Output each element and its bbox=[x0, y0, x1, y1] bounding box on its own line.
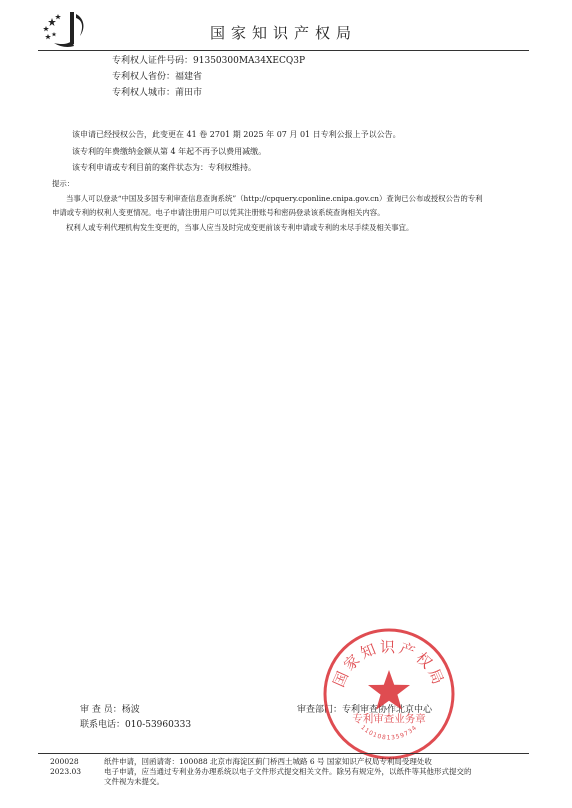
notice-paragraph-1-line-2: 申请或专利的权利人变更情况。电子申请注册用户可以凭其注册账号和密码登录该系统查询相关内容。 bbox=[52, 208, 385, 217]
footer-electronic-line: 电子申请，应当通过专利业务办理系统以电子文件形式提交相关文件。除另有规定外，以纸件等其他形式提交的 bbox=[104, 767, 472, 776]
announcement-line: 该申请已经授权公告，此变更在 41 卷 2701 期 2025 年 07 月 01 日专利公报上予以公告。 bbox=[72, 130, 401, 139]
examiner-label: 审 查 员： bbox=[80, 705, 122, 715]
header-divider bbox=[38, 50, 529, 51]
dept-value: 专利审查协作北京中心 bbox=[342, 705, 433, 715]
notice-label: 提示： bbox=[52, 179, 75, 188]
official-seal-icon bbox=[320, 625, 458, 763]
annual-fee-line: 该专利的年费缴纳金额从第 4 年起不再予以费用减缴。 bbox=[72, 147, 267, 156]
header-title: 国家知识产权局 bbox=[210, 24, 358, 42]
city-value: 莆田市 bbox=[175, 88, 203, 98]
province-label: 专利权人省份： bbox=[112, 72, 176, 82]
phone-row bbox=[80, 719, 191, 731]
svg-text:专利审查业务章: 专利审查业务章 bbox=[352, 713, 426, 725]
phone-value: 010-53960333 bbox=[125, 720, 192, 730]
notice-paragraph-1-line-1: 当事人可以登录“中国及多国专利审查信息查询系统”（http://cpquery.cponline.cnipa.gov.cn）查询已公布或授权公告的专利 bbox=[66, 194, 483, 203]
dept-label: 审查部门： bbox=[297, 705, 343, 715]
examiner-row bbox=[80, 704, 140, 716]
form-code: 200028 bbox=[50, 757, 79, 766]
examiner-name: 杨波 bbox=[121, 705, 140, 715]
footer-electronic-line-2: 文件视为未提交。 bbox=[104, 777, 164, 786]
svg-text:国家知识产权局: 国家知识产权局 bbox=[329, 638, 449, 690]
city-label: 专利权人城市： bbox=[112, 88, 176, 98]
province-value: 福建省 bbox=[175, 72, 203, 82]
phone-label: 联系电话： bbox=[80, 720, 126, 730]
case-status-line: 该专利申请或专利目前的案件状态为：专利权维持。 bbox=[72, 163, 256, 172]
cert-number-label: 专利权人证件号码： bbox=[112, 56, 194, 66]
notice-paragraph-2: 权利人或专利代理机构发生变更的，当事人应当及时完成变更前该专利申请或专利的未尽手续及相关事宜。 bbox=[66, 223, 414, 232]
svg-text:1101081359734: 1101081359734 bbox=[359, 723, 419, 742]
cert-number-value: 91350300MA34XECQ3P bbox=[193, 56, 306, 66]
city-row bbox=[112, 87, 202, 99]
form-version: 2023.03 bbox=[50, 767, 82, 776]
footer-paper-mail-line: 纸件申请，回函请寄：100088 北京市海淀区蓟门桥西土城路 6 号 国家知识产权局专利局受理处收 bbox=[104, 757, 432, 766]
province-row bbox=[112, 71, 202, 83]
footer-divider bbox=[38, 753, 529, 754]
cert-number-row bbox=[112, 55, 305, 67]
cnipa-logo-icon bbox=[40, 10, 88, 50]
